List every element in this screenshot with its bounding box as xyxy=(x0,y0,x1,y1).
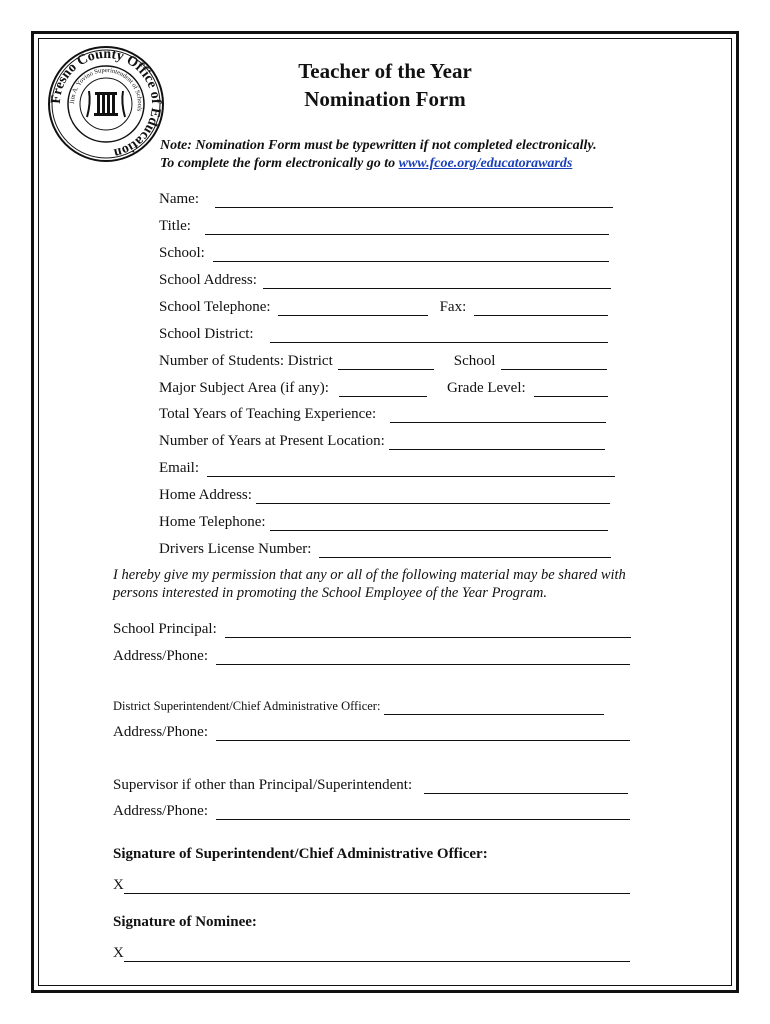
name-field[interactable] xyxy=(215,193,613,208)
subject-field[interactable] xyxy=(339,382,427,397)
school-telephone-label: School Telephone: xyxy=(159,299,271,315)
superintendent-label: District Superintendent/Chief Administrative Officer: xyxy=(113,699,381,713)
permission-statement xyxy=(113,566,673,602)
title-label: Title: xyxy=(159,218,191,234)
educator-awards-link[interactable]: www.fcoe.org/educatorawards xyxy=(398,156,573,171)
nominee-signature-row xyxy=(113,944,630,962)
svg-text:Fresno County Office of Educat: Fresno County Office of Education xyxy=(48,46,164,161)
years-teaching-label: Total Years of Teaching Experience: xyxy=(159,406,377,422)
name-row xyxy=(159,190,613,208)
superintendent-signature-x: X xyxy=(113,877,124,893)
school-address-field[interactable] xyxy=(263,274,611,289)
school-label: School: xyxy=(159,245,205,261)
students-district-label: Number of Students: District xyxy=(159,353,333,369)
principal-field[interactable] xyxy=(225,623,631,638)
school-district-label: School District: xyxy=(159,326,254,342)
name-label: Name: xyxy=(159,191,199,207)
fax-label: Fax: xyxy=(439,299,467,315)
nominee-signature-x: X xyxy=(113,945,124,961)
svg-text:Jim A. Yovino Superintendent o: Jim A. Yovino Superintendent of Schools xyxy=(68,66,144,113)
subject-label: Major Subject Area (if any): xyxy=(159,380,329,396)
permission-line1: I hereby give my permission that any or all of the following material may be shared with xyxy=(113,567,626,583)
school-telephone-row xyxy=(159,298,608,316)
home-address-field[interactable] xyxy=(256,489,610,504)
supervisor-label: Supervisor if other than Principal/Superintendent: xyxy=(113,777,413,793)
superintendent-row xyxy=(113,697,604,715)
page-border-inner xyxy=(38,38,732,986)
school-telephone-field[interactable] xyxy=(278,301,428,316)
email-row xyxy=(159,459,615,477)
school-district-field[interactable] xyxy=(270,328,608,343)
supervisor-row xyxy=(113,776,628,794)
nominee-signature-heading: Signature of Nominee: xyxy=(113,914,257,930)
permission-line2: persons interested in promoting the School Employee of the Year Program. xyxy=(113,585,548,601)
superintendent-address-row xyxy=(113,723,630,741)
note-prefix: To complete the form electronically go to xyxy=(160,156,399,171)
years-teaching-field[interactable] xyxy=(390,408,606,423)
fcoe-seal-logo xyxy=(47,45,165,163)
principal-address-field[interactable] xyxy=(216,650,630,665)
home-address-row xyxy=(159,486,610,504)
years-teaching-row xyxy=(159,405,606,423)
school-address-label: School Address: xyxy=(159,272,257,288)
home-address-label: Home Address: xyxy=(159,487,252,503)
principal-address-row xyxy=(113,647,630,665)
title-row xyxy=(159,217,609,235)
superintendent-address-field[interactable] xyxy=(216,726,630,741)
years-location-field[interactable] xyxy=(389,435,605,450)
school-address-row xyxy=(159,271,611,289)
school-row xyxy=(159,244,609,262)
subject-row xyxy=(159,379,608,397)
email-field[interactable] xyxy=(207,462,615,477)
grade-label: Grade Level: xyxy=(446,380,526,396)
years-location-row xyxy=(159,432,605,450)
students-school-field[interactable] xyxy=(501,355,607,370)
grade-field[interactable] xyxy=(534,382,608,397)
students-row xyxy=(159,352,607,370)
supervisor-address-label: Address/Phone: xyxy=(113,803,208,819)
form-title-line1: Teacher of the Year xyxy=(298,59,472,83)
license-label: Drivers License Number: xyxy=(159,541,312,557)
column-icon xyxy=(87,91,125,117)
supervisor-address-row xyxy=(113,802,630,820)
form-title-line2: Nomination Form xyxy=(304,87,466,111)
supervisor-field[interactable] xyxy=(424,779,628,794)
title-field[interactable] xyxy=(205,220,609,235)
superintendent-signature-field[interactable] xyxy=(124,879,630,894)
years-location-label: Number of Years at Present Location: xyxy=(159,433,385,449)
principal-row xyxy=(113,620,631,638)
principal-label: School Principal: xyxy=(113,621,217,637)
home-telephone-field[interactable] xyxy=(270,516,608,531)
students-school-label: School xyxy=(453,353,496,369)
home-telephone-row xyxy=(159,513,608,531)
fax-field[interactable] xyxy=(474,301,608,316)
supervisor-address-field[interactable] xyxy=(216,805,630,820)
license-field[interactable] xyxy=(319,543,611,558)
school-district-row xyxy=(159,325,608,343)
school-field[interactable] xyxy=(213,247,609,262)
home-telephone-label: Home Telephone: xyxy=(159,514,266,530)
principal-address-label: Address/Phone: xyxy=(113,648,208,664)
note-line2 xyxy=(160,156,572,172)
note-line1: Note: Nomination Form must be typewritten if not completed electronically. xyxy=(160,138,597,153)
license-row xyxy=(159,540,611,558)
students-district-field[interactable] xyxy=(338,355,434,370)
superintendent-signature-row xyxy=(113,876,630,894)
superintendent-field[interactable] xyxy=(384,700,604,715)
nominee-signature-field[interactable] xyxy=(124,947,630,962)
email-label: Email: xyxy=(159,460,199,476)
superintendent-signature-heading: Signature of Superintendent/Chief Administrative Officer: xyxy=(113,846,488,862)
superintendent-address-label: Address/Phone: xyxy=(113,724,208,740)
